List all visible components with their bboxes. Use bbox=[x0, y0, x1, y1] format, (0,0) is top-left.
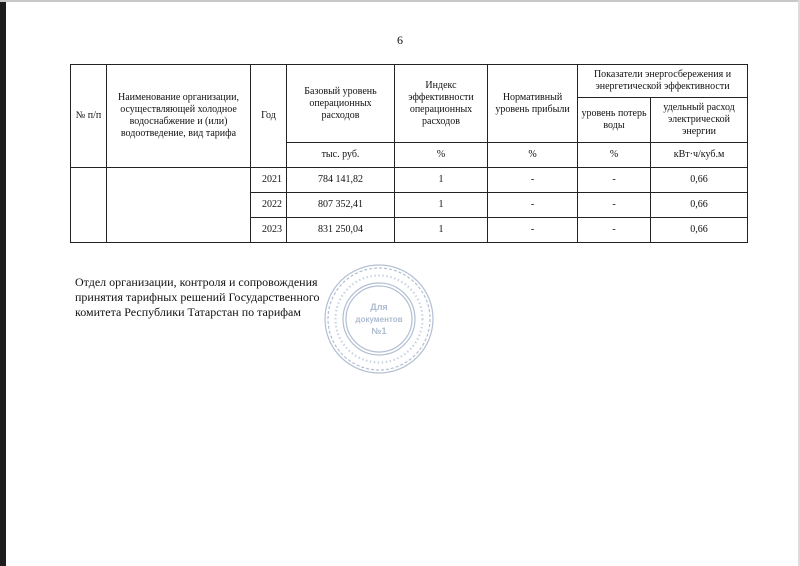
cell-water-loss: - bbox=[578, 168, 651, 193]
header-base-opex: Базовый уровень операционных расходов bbox=[287, 65, 395, 143]
cell-base-opex: 807 352,41 bbox=[287, 193, 395, 218]
cell-year: 2023 bbox=[251, 218, 287, 243]
header-efficiency-index: Индекс эффективности операционных расходов bbox=[395, 65, 488, 143]
page-number: 6 bbox=[397, 33, 403, 47]
cell-normative-profit: - bbox=[488, 168, 578, 193]
cell-normative-profit: - bbox=[488, 218, 578, 243]
tariff-table bbox=[70, 64, 748, 243]
stamp-center-line: №1 bbox=[371, 326, 387, 336]
cell-base-opex: 784 141,82 bbox=[287, 168, 395, 193]
cell-efficiency-index: 1 bbox=[395, 193, 488, 218]
cell-organization-empty bbox=[107, 168, 251, 243]
scan-edge-top bbox=[0, 0, 800, 2]
footer-line: комитета Республики Татарстан по тарифам bbox=[75, 305, 301, 319]
cell-power-consumption: 0,66 bbox=[651, 218, 748, 243]
header-num: № п/п bbox=[71, 65, 107, 168]
cell-year: 2022 bbox=[251, 193, 287, 218]
cell-efficiency-index: 1 bbox=[395, 168, 488, 193]
cell-power-consumption: 0,66 bbox=[651, 193, 748, 218]
cell-year: 2021 bbox=[251, 168, 287, 193]
seal-stamp bbox=[320, 262, 438, 376]
cell-water-loss: - bbox=[578, 218, 651, 243]
scan-edge-left bbox=[0, 0, 6, 566]
cell-power-consumption: 0,66 bbox=[651, 168, 748, 193]
cell-efficiency-index: 1 bbox=[395, 218, 488, 243]
unit-water-loss: % bbox=[578, 143, 651, 168]
unit-base-opex: тыс. руб. bbox=[287, 143, 395, 168]
unit-normative-profit: % bbox=[488, 143, 578, 168]
cell-water-loss: - bbox=[578, 193, 651, 218]
cell-base-opex: 831 250,04 bbox=[287, 218, 395, 243]
table-row bbox=[71, 168, 748, 193]
cell-normative-profit: - bbox=[488, 193, 578, 218]
footer-line: Отдел организации, контроля и сопровождения bbox=[75, 275, 318, 289]
footer-line: принятия тарифных решений Государственного bbox=[75, 290, 320, 304]
stamp-center-line: Для bbox=[370, 302, 388, 312]
stamp-center-line: документов bbox=[355, 315, 403, 324]
unit-efficiency-index: % bbox=[395, 143, 488, 168]
header-energy-group: Показатели энергосбережения и энергетической эффективности bbox=[578, 65, 748, 98]
header-power-consumption: удельный расход электрической энергии bbox=[651, 98, 748, 143]
unit-power-consumption: кВт·ч/куб.м bbox=[651, 143, 748, 168]
header-organization: Наименование организации, осуществляющей холодное водоснабжение и (или) водоотведение, вид тарифа bbox=[107, 65, 251, 168]
header-water-loss: уровень потерь воды bbox=[578, 98, 651, 143]
header-year: Год bbox=[251, 65, 287, 168]
header-normative-profit: Нормативный уровень прибыли bbox=[488, 65, 578, 143]
cell-num-empty bbox=[71, 168, 107, 243]
